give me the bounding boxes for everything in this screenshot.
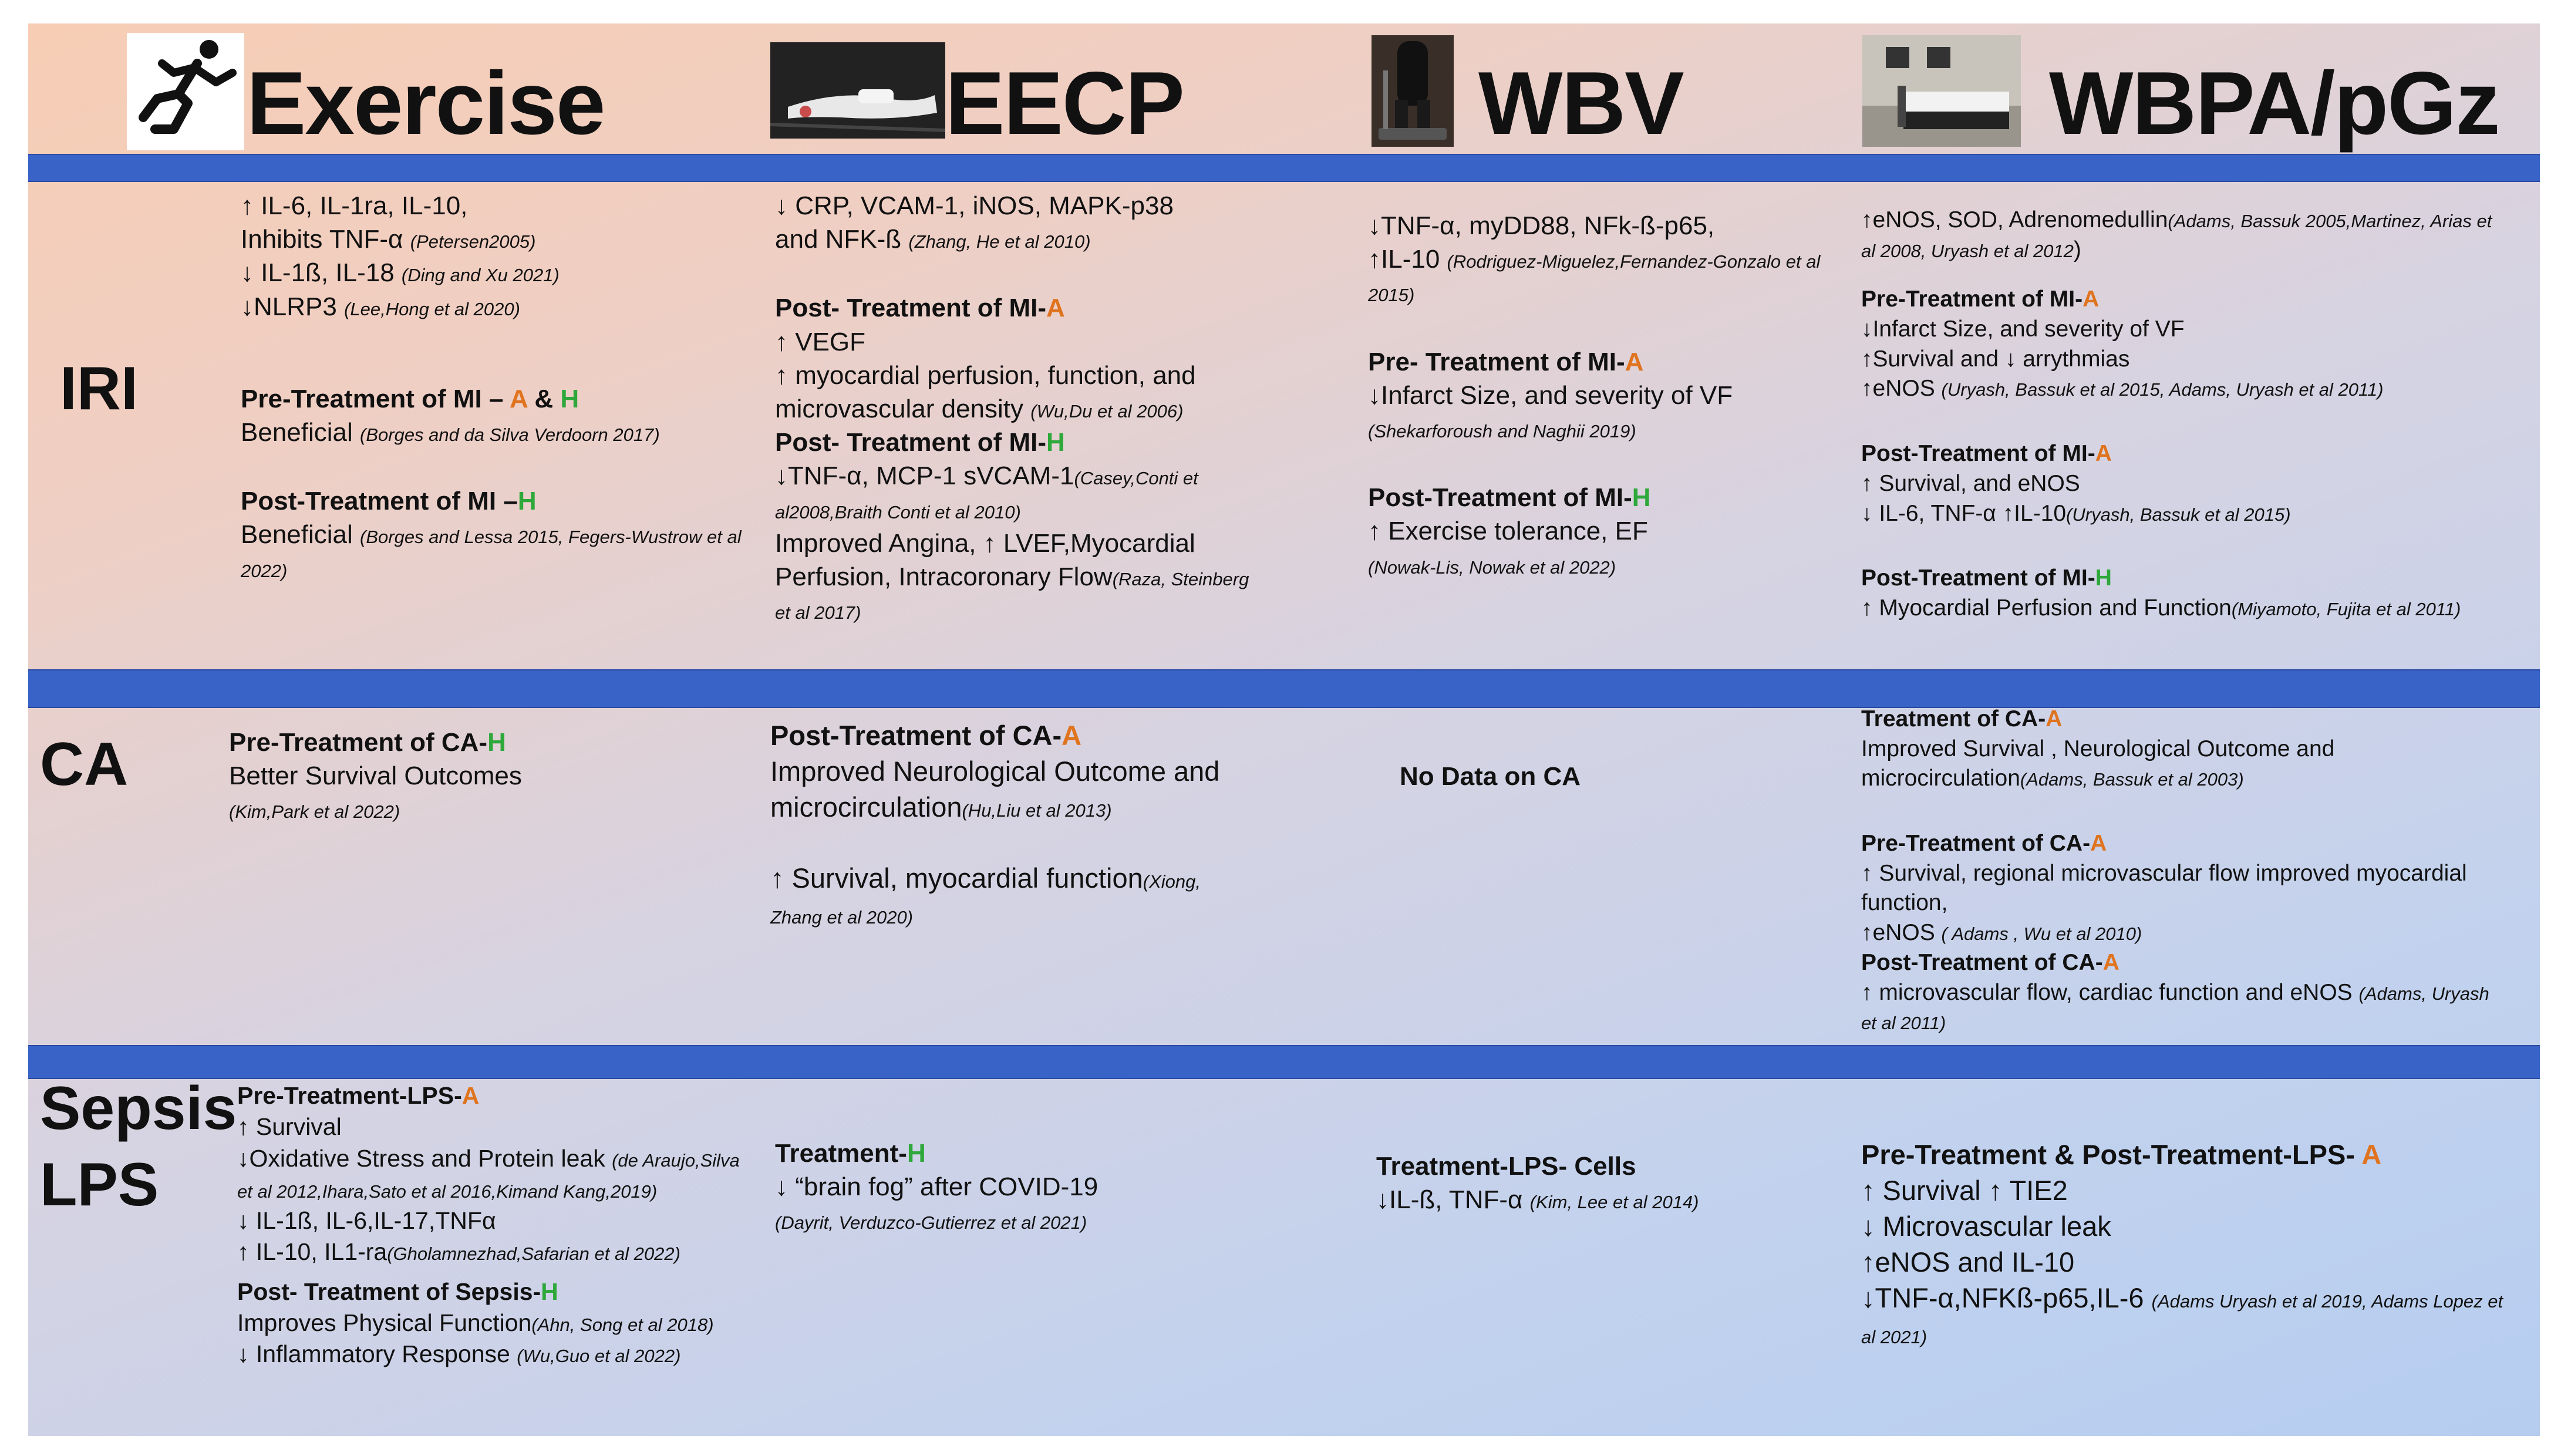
cell-sepsis-wbv	[1376, 1150, 1728, 1216]
citation: (Xiong, Zhang et al 2020)	[770, 871, 1201, 928]
cell-sepsis-exercise	[237, 1080, 754, 1370]
text: ↑ microvascular flow, cardiac function and eNOS	[1861, 979, 2353, 1005]
animal-marker: A	[2361, 1139, 2382, 1170]
text: ↓TNF-α, myDD88, NFk-ß-p65,	[1368, 211, 1715, 240]
animal-marker: A	[1046, 294, 1065, 323]
text: ↓ IL-1ß, IL-6,IL-17,TNFα	[237, 1207, 496, 1235]
eecp-device-icon	[770, 42, 945, 139]
text: ↓Infarct Size, and severity of VF	[1368, 380, 1733, 410]
cell-iri-wbv	[1368, 209, 1849, 582]
text: ↓ Inflammatory Response	[237, 1340, 510, 1368]
citation: (Rodriguez-Miguelez,Fernandez-Gonzalo et al 2015)	[1368, 251, 1821, 306]
cell-ca-eecp	[770, 717, 1252, 932]
header-wbpa: WBPA/pGz	[2049, 53, 2499, 153]
citation: (Borges and da Silva Verdoorn 2017)	[360, 424, 660, 445]
treatment-heading: Post-Treatment of CA-	[770, 720, 1062, 751]
treatment-heading: Pre-Treatment of MI –	[241, 384, 510, 413]
citation: (Wu,Guo et al 2022)	[517, 1346, 681, 1367]
treatment-heading: Pre-Treatment of MI-	[1861, 287, 2083, 312]
human-marker: H	[1046, 428, 1065, 457]
human-marker: H	[2095, 565, 2112, 591]
text: Improved Neurological Outcome and microcirculation	[770, 756, 1220, 823]
animal-marker: A	[2090, 831, 2107, 857]
cell-iri-exercise	[241, 189, 746, 585]
citation: (Raza, Steinberg et al 2017)	[775, 568, 1249, 623]
treatment-heading: Treatment of CA-	[1861, 706, 2046, 732]
cell-ca-wbv	[1400, 760, 1811, 793]
text: ↓IL-ß, TNF-α	[1376, 1185, 1523, 1215]
treatment-heading: Post-Treatment of MI-	[1861, 441, 2095, 467]
text: Improved Survival , Neurological Outcome and microcirculation	[1861, 736, 2335, 791]
citation: (Casey,Conti et al2008,Braith Conti et al 2010)	[775, 468, 1198, 523]
citation: (Petersen2005)	[410, 231, 536, 252]
text: ↑eNOS, SOD, Adrenomedullin	[1861, 207, 2168, 232]
text: ↓NLRP3	[241, 292, 337, 321]
text: ↑ Survival, regional microvascular flow improved myocardial function,	[1861, 860, 2467, 916]
animal-marker: A	[2083, 287, 2100, 312]
citation: (Gholamnezhad,Safarian et al 2022)	[387, 1243, 680, 1265]
slide	[28, 23, 2540, 1436]
text: ↓ IL-1ß, IL-18	[241, 258, 395, 288]
text: ↑IL-10	[1368, 245, 1440, 274]
text: ↑ IL-10, IL1-ra	[237, 1238, 387, 1266]
citation: (Adams Uryash et al 2019, Adams Lopez et al 2021)	[1861, 1291, 2503, 1348]
running-figure-icon	[127, 33, 244, 150]
text: ↑ Survival ↑ TIE2	[1861, 1175, 2068, 1206]
animal-marker: A	[2102, 949, 2119, 975]
human-marker: H	[487, 728, 506, 757]
text: ↑eNOS	[1861, 376, 1935, 402]
text: Beneficial	[241, 417, 353, 447]
citation: (Borges and Lessa 2015, Fegers-Wustrow et al 2022)	[241, 527, 742, 581]
text: &	[527, 384, 561, 413]
animal-marker: A	[2095, 441, 2112, 467]
citation: (Ahn, Song et al 2018)	[531, 1315, 714, 1336]
citation: (Uryash, Bassuk et al 2015, Adams, Uryash et al 2011)	[1941, 379, 2384, 400]
text: Better Survival Outcomes	[229, 761, 522, 791]
text: ↓Oxidative Stress and Protein leak	[237, 1144, 605, 1172]
text: Inhibits TNF-α	[241, 225, 403, 254]
text: ↓Infarct Size, and severity of VF	[1861, 316, 2185, 342]
text: ↑ Survival, and eNOS	[1861, 470, 2080, 496]
text: ↑ VEGF	[775, 327, 866, 356]
human-marker: H	[907, 1139, 926, 1168]
citation: (Dayrit, Verduzco-Gutierrez et al 2021)	[775, 1212, 1087, 1233]
citation: (Shekarforoush and Naghii 2019)	[1368, 420, 1636, 441]
text: Improved Angina, ↑ LVEF,Myocardial Perfusion, Intracoronary Flow	[775, 528, 1195, 591]
human-marker: H	[560, 384, 579, 413]
treatment-heading: Post-Treatment of MI-	[1861, 565, 2095, 591]
text: )	[2073, 237, 2081, 262]
text: ↓ CRP, VCAM-1, iNOS, MAPK-p38	[775, 191, 1174, 220]
text: ↑Survival and ↓ arrythmias	[1861, 346, 2130, 372]
text: ↓TNF-α,NFKß-p65,IL-6	[1861, 1282, 2144, 1314]
text: ↑ Myocardial Perfusion and Function	[1861, 595, 2232, 621]
animal-marker: A	[510, 384, 528, 413]
citation: (de Araujo,Silva et al 2012,Ihara,Sato et al 2016,Kimand Kang,2019)	[237, 1150, 740, 1202]
treatment-heading: Pre-Treatment of CA-	[1861, 831, 2091, 857]
vibration-platform-icon	[1372, 35, 1454, 147]
citation: (Adams, Uryash et al 2011)	[1861, 983, 2489, 1034]
row-label-ca: CA	[40, 730, 129, 798]
treatment-heading: Post-Treatment of MI –	[241, 487, 518, 516]
cell-sepsis-wbpa	[1861, 1137, 2507, 1352]
text: ↑ Survival	[237, 1113, 342, 1141]
text: ↓ Microvascular leak	[1861, 1211, 2111, 1242]
cell-ca-wbpa	[1861, 705, 2507, 1037]
cell-iri-wbpa	[1861, 205, 2495, 623]
header-eecp: EECP	[945, 53, 1184, 153]
animal-marker: A	[1625, 347, 1644, 376]
divider-band	[28, 669, 2540, 708]
animal-marker: A	[1062, 720, 1082, 751]
treatment-heading: Pre-Treatment-LPS-	[237, 1082, 462, 1109]
text: ↑ Survival, myocardial function	[770, 862, 1143, 894]
citation: ( Adams , Wu et al 2010)	[1941, 924, 2142, 945]
text: and NFK-ß	[775, 225, 902, 254]
treatment-heading: Post-Treatment of CA-	[1861, 949, 2103, 975]
text: ↑ IL-6, IL-1ra, IL-10,	[241, 191, 468, 220]
animal-marker: A	[2046, 706, 2063, 732]
text: ↓TNF-α, MCP-1 sVCAM-1	[775, 461, 1074, 491]
human-marker: H	[541, 1278, 558, 1305]
row-label-iri: IRI	[60, 355, 138, 423]
citation: (Uryash, Bassuk et al 2015)	[2066, 504, 2291, 525]
treatment-heading: Post-Treatment of MI-	[1368, 483, 1632, 513]
citation: (Ding and Xu 2021)	[401, 265, 560, 286]
text: ↓ IL-6, TNF-α ↑IL-10	[1861, 500, 2067, 526]
header-exercise: Exercise	[247, 53, 605, 153]
citation: (Adams, Bassuk 2005,Martinez, Arias et al 2008, Uryash et al 2012	[1861, 211, 2492, 261]
treatment-heading: Pre-Treatment of CA-	[229, 728, 488, 757]
text: ↑ Exercise tolerance, EF	[1368, 517, 1648, 546]
cell-sepsis-eecp	[775, 1137, 1256, 1238]
treatment-heading: Post- Treatment of MI-	[775, 294, 1047, 323]
citation: (Zhang, He et al 2010)	[908, 231, 1091, 252]
citation: (Wu,Du et al 2006)	[1030, 400, 1184, 422]
header-wbv: WBV	[1478, 53, 1683, 153]
divider-band	[28, 1045, 2540, 1079]
text: ↑eNOS and IL-10	[1861, 1246, 2075, 1278]
citation: (Adams, Bassuk et al 2003)	[2020, 769, 2244, 790]
row-label-sepsis: Sepsis	[40, 1074, 237, 1142]
text: ↓ “brain fog” after COVID-19	[775, 1172, 1098, 1202]
treatment-heading: Treatment-	[775, 1139, 907, 1168]
citation: (Nowak-Lis, Nowak et al 2022)	[1368, 557, 1616, 578]
human-marker: H	[1632, 483, 1651, 513]
treatment-heading: Pre-Treatment & Post-Treatment-LPS-	[1861, 1139, 2362, 1170]
no-data-label: No Data on CA	[1400, 762, 1581, 791]
citation: (Kim, Lee et al 2014)	[1529, 1192, 1699, 1213]
treatment-heading: Pre- Treatment of MI-	[1368, 347, 1625, 376]
treatment-heading: Treatment-LPS- Cells	[1376, 1152, 1636, 1181]
citation: (Miyamoto, Fujita et al 2011)	[2231, 598, 2461, 619]
treatment-heading: Post- Treatment of Sepsis-	[237, 1278, 541, 1305]
citation: (Kim,Park et al 2022)	[229, 801, 400, 823]
text: Beneficial	[241, 520, 353, 550]
treatment-heading: Post- Treatment of MI-	[775, 428, 1047, 457]
row-label-lps: LPS	[40, 1151, 159, 1219]
text: ↑eNOS	[1861, 920, 1935, 946]
animal-marker: A	[461, 1082, 480, 1109]
human-marker: H	[517, 487, 537, 516]
citation: (Lee,Hong et al 2020)	[344, 298, 520, 319]
text: ↑ myocardial perfusion, function, and microvascular density	[775, 360, 1196, 423]
motion-platform-bed-icon	[1862, 35, 2021, 147]
cell-iri-eecp	[775, 189, 1256, 627]
divider-band	[28, 154, 2540, 182]
citation: (Hu,Liu et al 2013)	[962, 800, 1112, 821]
text: Improves Physical Function	[237, 1309, 532, 1337]
cell-ca-exercise	[229, 726, 734, 827]
